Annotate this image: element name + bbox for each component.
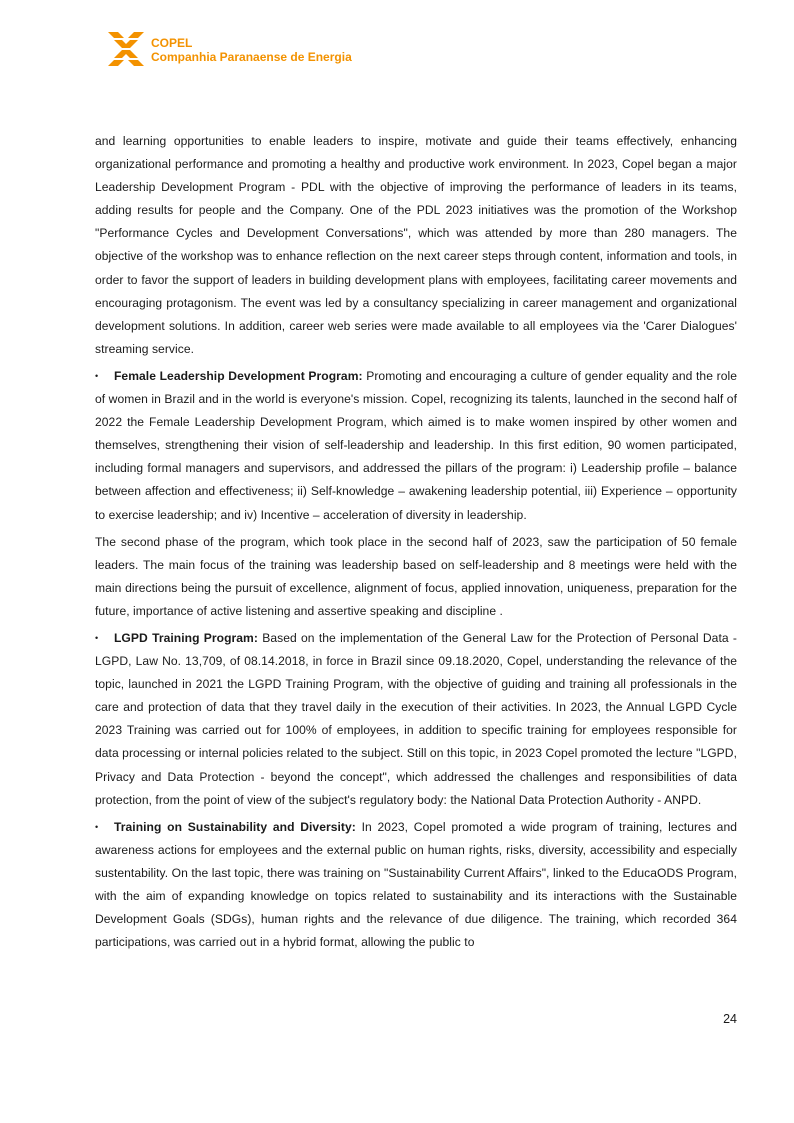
lgpd-training-title: LGPD Training Program: (114, 630, 258, 645)
copel-logo-icon (108, 31, 144, 67)
brand-name: COPEL (151, 36, 193, 50)
female-leadership-title: Female Leadership Development Program: (114, 368, 363, 383)
sustainability-training-text: In 2023, Copel promoted a wide program of training, lectures and awareness actions for employees and the external public on human rights, risks, diversity, accessibility and especially sustentability. On the last topic, there was training on "Sustainability Current Affairs", linked to the EducaODS Program, with the aim of expanding knowledge on topics related to sustainability and its interactions with the Sustainable Development Goals (SDGs), human rights and the relevance of due diligence. The training, which recorded 364 participations, was carried out in a hybrid format, allowing the public to (95, 819, 737, 950)
bullet-icon: • (95, 370, 99, 381)
company-name: Companhia Paranaense de Energia (151, 50, 352, 64)
lgpd-training-text: Based on the implementation of the General Law for the Protection of Personal Data - LGPD, Law No. 13,709, of 08.14.2018, in force in Brazil since 09.18.2020, Copel, understanding the relevance of the topic, launched in 2021 the LGPD Training Program, with the objective of guiding and training all professionals in the care and protection of data that they travel daily in the execution of their activities. In 2023, the Annual LGPD Cycle 2023 Training was carried out for 100% of employees, in addition to specific training for employees responsible for data processing or internal policies related to the subject. Still on this topic, in 2023 Copel promoted the lecture "LGPD, Privacy and Data Protection - beyond the concept", which addressed the challenges and responsibilities of data protection, from the point of view of the subject's regulatory body: the National Data Protection Authority - ANPD. (95, 630, 737, 807)
company-logo-text (151, 36, 352, 64)
page-number: 24 (723, 1012, 737, 1026)
intro-paragraph: and learning opportunities to enable leaders to inspire, motivate and guide their teams effectively, enhancing organizational performance and promoting a healthy and productive work environment. In 2023, Copel began a major Leadership Development Program - PDL with the objective of improving the performance of leaders in its teams, adding results for people and the Company. One of the PDL 2023 initiatives was the promotion of the Workshop "Performance Cycles and Development Conversations", which was attended by more than 280 managers. The objective of the workshop was to enhance reflection on the next career steps through content, information and tools, in order to favor the support of leaders in building development plans with employees, facilitating career movements and encouraging protagonism. The event was led by a consultancy specializing in career management and organizational development solutions. In addition, career web series were made available to all employees via the 'Carer Dialogues' streaming service. (95, 134, 737, 356)
female-leadership-item (95, 365, 737, 527)
sustainability-training-title: Training on Sustainability and Diversity: (114, 819, 356, 834)
second-phase-paragraph: The second phase of the program, which took place in the second half of 2023, saw the participation of 50 female leaders. The main focus of the training was leadership based on self-leadership and 8 meetings were held with the main directions being the pursuit of excellence, alignment of focus, applied innovation, uniqueness, preparation for the future, importance of active listening and assertive speaking and discipline . (95, 534, 737, 618)
female-leadership-text: Promoting and encouraging a culture of gender equality and the role of women in Brazil and in the world is everyone's mission. Copel, recognizing its talents, launched in the second half of 2022 the Female Leadership Development Program, which aimed is to make women inspired by other women and themselves, strengthening their vision of self-leadership and leadership. In this first edition, 90 women participated, including formal managers and supervisors, and addressed the pillars of the program: i) Leadership profile – balance between affection and effectiveness; ii) Self-knowledge – awakening leadership potential, iii) Experience – opportunity to exercise leadership; and iv) Incentive – acceleration of diversity in leadership. (95, 368, 737, 522)
sustainability-training-item (95, 816, 737, 955)
lgpd-training-item (95, 627, 737, 812)
bullet-icon: • (95, 632, 99, 643)
bullet-icon: • (95, 821, 99, 832)
document-body (95, 130, 737, 958)
